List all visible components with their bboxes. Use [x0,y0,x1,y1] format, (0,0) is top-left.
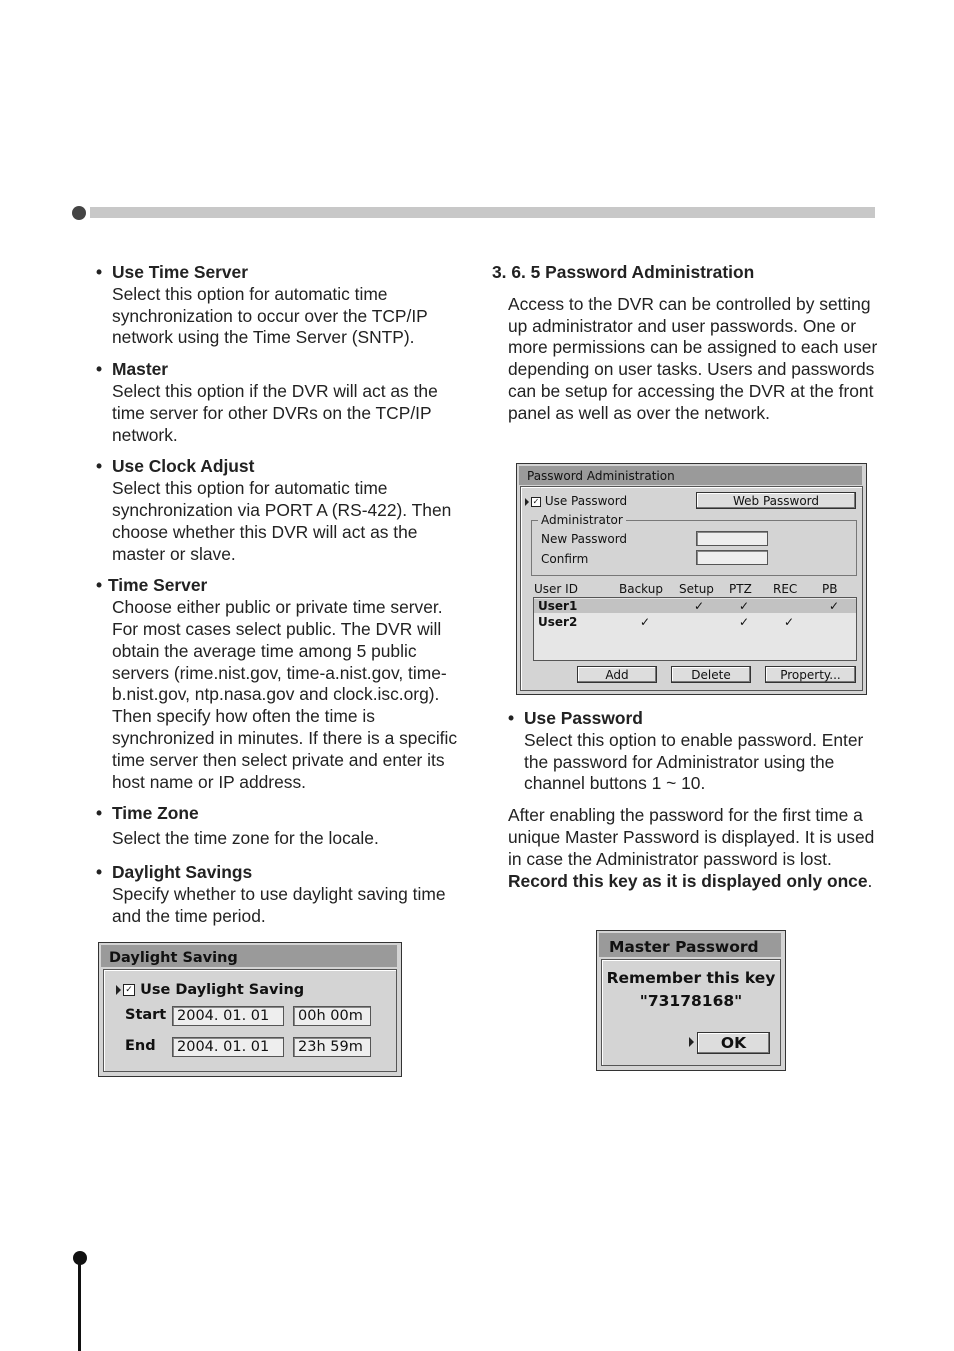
end-time-field[interactable]: 23h 59m [293,1037,371,1057]
col-header-setup: Setup [679,582,714,596]
add-button[interactable]: Add [577,666,657,683]
bullet-body: Select this option to enable password. Enter the password for Administrator using the channel buttons 1 ~ 10. [524,729,864,794]
use-daylight-saving-checkbox[interactable] [116,982,304,998]
pb-cell: ✓ [829,599,840,613]
use-password-checkbox[interactable] [525,494,627,508]
end-date-field[interactable]: 2004. 01. 01 [172,1037,284,1057]
bullet-dot: • [96,262,103,282]
bullet-heading: Use Time Server [112,262,248,282]
bullet-heading: Use Clock Adjust [112,456,255,477]
intro-paragraph: Access to the DVR can be controlled by setting up administrator and user passwords. One or more permissions can be assigned to each user depending on user tasks. Users and passwords can be setup for accessing the DVR at the front panel as well as over the network. [508,293,878,423]
bullet-body: Select this option for automatic time synchronization via PORT A (RS-422). Then choose whether this DVR will act as the master or slave. [112,478,452,564]
header-bar [90,207,875,218]
setup-cell: ✓ [694,599,705,613]
new-password-field[interactable] [696,531,768,546]
section-heading: 3. 6. 5 Password Administration [492,262,755,282]
bullet-dot: • [96,803,103,824]
bullet-master [96,359,468,446]
dialog-body [103,969,397,1072]
table-row[interactable] [534,599,856,613]
master-message: Remember this key [606,969,776,987]
master-key: "73178168" [639,992,743,1010]
checkbox-label: Use Password [544,494,628,508]
right-column [492,262,884,435]
bullet-use-time-server [96,262,468,349]
after-end: . [867,870,873,891]
start-time-field[interactable]: 00h 00m [293,1006,371,1026]
focus-arrow-icon [116,985,121,995]
bullet-heading: Daylight Savings [112,861,253,882]
rec-cell: ✓ [784,615,795,629]
footer-line [78,1258,81,1351]
dialog-title: Password Administration [519,466,862,485]
bullet-dot: • [508,708,515,728]
bullet-use-clock-adjust [96,456,468,565]
after-text: After enabling the password for the first time a unique Master Password is displayed. It is used in case the Administrator password is lost. [508,805,875,869]
bullet-dot: • [96,359,103,380]
dialog-body [520,486,863,691]
master-password-dialog [596,930,786,1071]
bullet-body: Select this option for automatic time synchronization to occur over the TCP/IP network using the Time Server (SNTP). [112,283,428,348]
col-header-user-id: User ID [534,582,578,596]
user-id-cell: User1 [538,599,578,613]
dialog-body [601,959,781,1066]
bullet-body: Select this option if the DVR will act as the time server for other DVRs on the TCP/IP network. [112,380,438,445]
start-label: Start [125,1007,167,1023]
ptz-cell: ✓ [739,615,750,629]
checkbox-icon: ✓ [532,496,540,506]
administrator-group-label: Administrator [538,513,626,527]
checkbox-label: Use Daylight Saving [140,982,305,998]
dialog-title: Daylight Saving [101,945,397,967]
focus-arrow-icon [689,1037,694,1047]
bullet-body: Choose either public or private time server. For most cases select public. The DVR will obtain the average time among 5 public servers (rime.nist.gov, time-a.nist.gov, time-b.nist.gov, ntp.nasa.gov and clock.isc.org). Then specify how often the time is synchronized in minutes. If there is a specific time server then select private and enter its host name or IP address. [112,597,458,792]
checkbox-icon: ✓ [123,984,135,996]
bullet-body: Specify whether to use daylight saving time and the time period. [112,883,446,926]
password-administration-dialog [516,463,867,695]
bullet-dot: • [96,456,103,477]
bullet-dot: • [96,575,103,596]
bullet-dot: • [96,861,103,882]
bullet-time-server [96,575,468,793]
bullet-use-password [508,708,888,795]
daylight-saving-dialog [98,942,402,1077]
backup-cell: ✓ [640,615,651,629]
administrator-group [531,520,857,576]
new-password-label: New Password [541,532,628,546]
bullet-daylight-savings [96,862,468,927]
col-header-pb: PB [822,582,838,596]
bullet-heading: Use Password [524,708,643,728]
bullet-heading: Master [112,359,169,380]
end-label: End [125,1038,156,1054]
left-column [96,262,468,937]
ptz-cell: ✓ [739,599,750,613]
user-id-cell: User2 [538,615,578,629]
start-date-field[interactable]: 2004. 01. 01 [172,1006,284,1026]
col-header-backup: Backup [619,582,663,596]
dialog-title: Master Password [599,933,781,957]
property-button[interactable]: Property... [765,666,856,683]
right-column-lower [508,708,888,892]
confirm-label: Confirm [541,552,589,566]
table-row[interactable] [534,615,856,629]
bullet-time-zone [96,803,468,850]
bullet-body: Select the time zone for the locale. [112,828,379,849]
user-list[interactable] [533,597,857,661]
confirm-field[interactable] [696,550,768,565]
col-header-rec: REC [773,582,798,596]
after-bold-text: Record this key as it is displayed only once [508,870,868,891]
header-dot [72,206,86,220]
bullet-heading: Time Zone [112,803,199,824]
ok-button[interactable]: OK [697,1032,770,1054]
delete-button[interactable]: Delete [671,666,751,683]
focus-arrow-icon [525,498,529,506]
bullet-heading: Time Server [108,575,208,596]
col-header-ptz: PTZ [729,582,752,596]
web-password-button[interactable]: Web Password [696,492,856,509]
after-paragraph [508,805,888,892]
